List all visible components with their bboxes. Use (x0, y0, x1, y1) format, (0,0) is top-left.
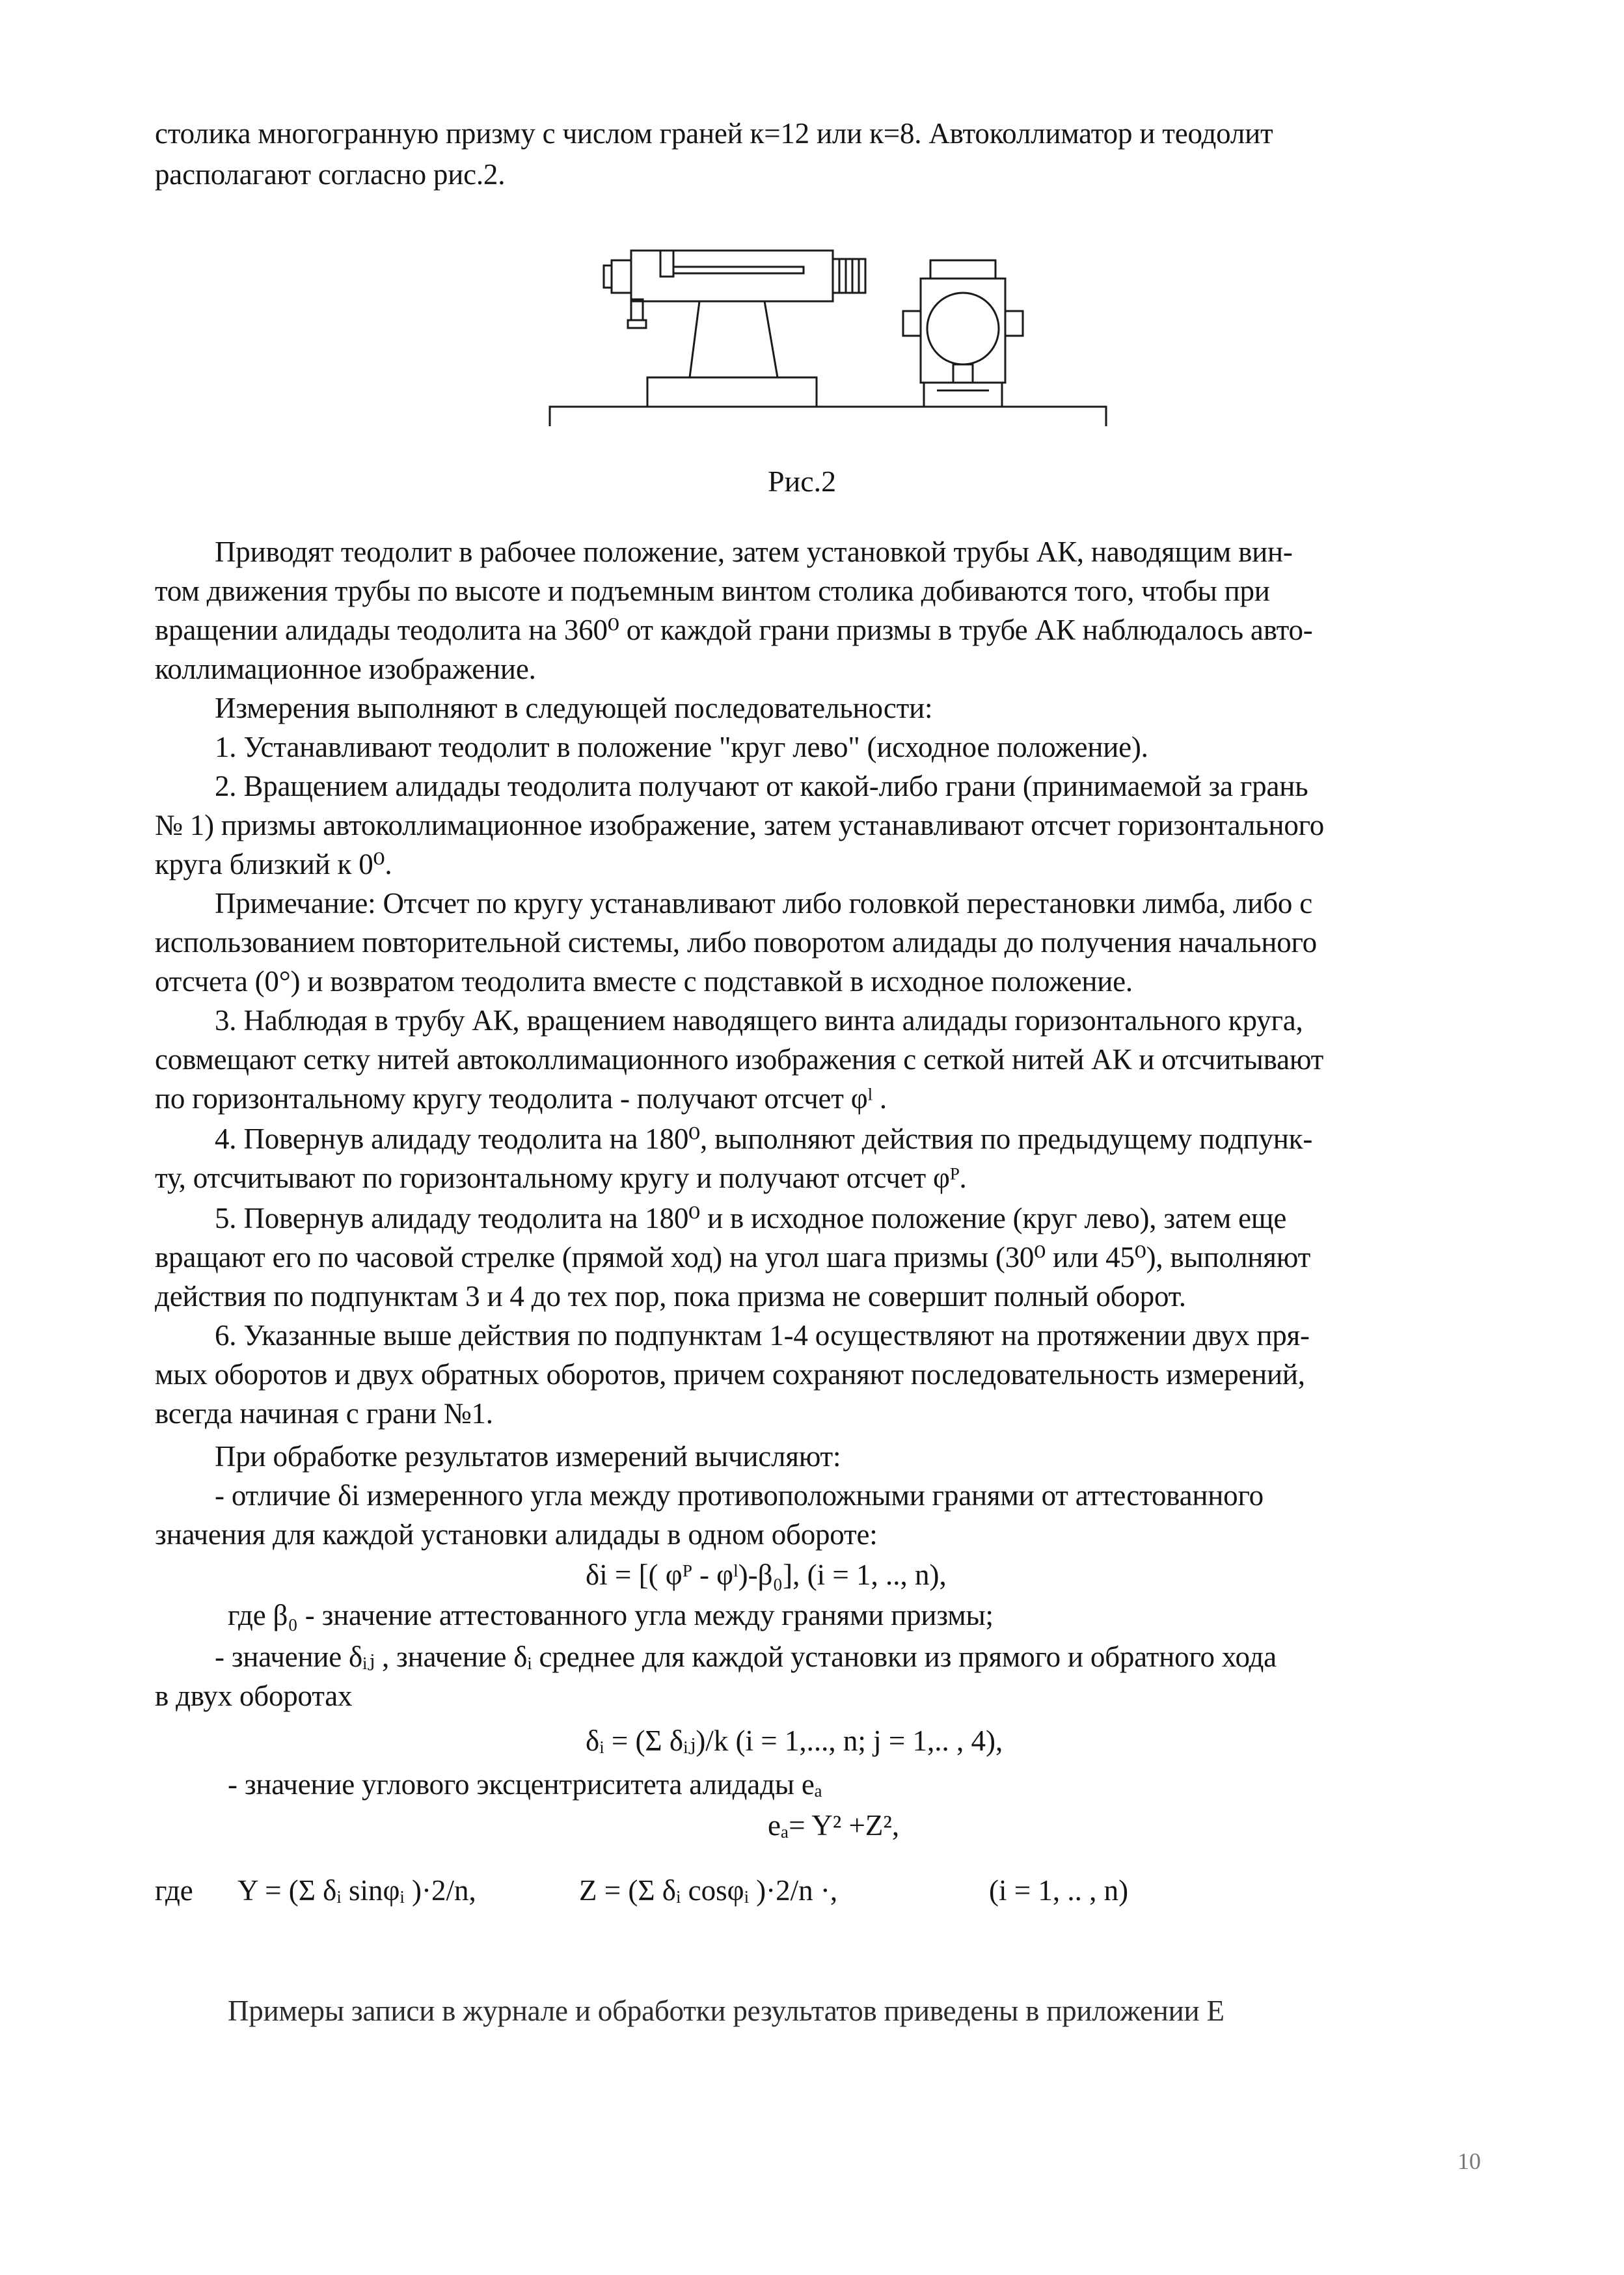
step-6-line-2: мых оборотов и двух обратных оборотов, причем сохраняют последовательность измерений, (155, 1358, 1305, 1391)
note-line-1: Примечание: Отсчет по кругу устанавливают либо головкой перестановки лимба, либо с (215, 887, 1313, 920)
intro-line-2: располагают согласно рис.2. (155, 158, 506, 191)
step-2-line-1: 2. Вращением алидады теодолита получают от какой-либо грани (принимаемой за грань (215, 770, 1308, 802)
note-line-2: использованием повторительной системы, либо поворотом алидады до получения начального (155, 926, 1317, 959)
para1-line-1: Приводят теодолит в рабочее положение, затем установкой трубы АК, наводящим вин- (215, 536, 1293, 568)
base-table-line (550, 407, 1106, 426)
footer-note: Примеры записи в журнале и обработки результатов приведены в приложении Е (228, 1995, 1225, 2027)
formula-z: Z = (Σ δᵢ cosφᵢ )·2/n ·, (579, 1874, 838, 1907)
autocollimator-drawing (604, 251, 865, 407)
formula-y: Y = (Σ δᵢ sinφᵢ )·2/n, (237, 1874, 476, 1907)
step-5-line-3: действия по подпунктам 3 и 4 до тех пор, пока призма не совершит полный оборот. (155, 1280, 1186, 1313)
note-line-3: отсчета (0°) и возвратом теодолита вместе с подставкой в исходное положение. (155, 965, 1133, 998)
formula-range: (i = 1, .. , n) (989, 1874, 1129, 1907)
figure-caption: Рис.2 (768, 465, 837, 498)
figure-autocollimator-theodolite (534, 234, 1119, 436)
formula-delta-i: δi = [( φᴾ - φˡ)-β₀], (i = 1, .., n), (586, 1559, 947, 1591)
step-5-line-1: 5. Повернув алидаду теодолита на 180⁰ и в исходное положение (круг лево), затем еще (215, 1202, 1287, 1234)
beta-definition: где β₀ - значение аттестованного угла между гранями призмы; (228, 1599, 994, 1631)
where-label: где (155, 1874, 193, 1907)
step-3-line-1: 3. Наблюдая в трубу АК, вращением наводящего винта алидады горизонтального круга, (215, 1004, 1303, 1037)
eccentricity-line: - значение углового эксцентриситета алидады eₐ (228, 1768, 822, 1801)
step-6-line-3: всегда начиная с грани №1. (155, 1397, 493, 1430)
step-4-line-1: 4. Повернув алидаду теодолита на 180⁰, выполняют действия по предыдущему подпунк- (215, 1123, 1313, 1155)
para1-line-4: коллимационное изображение. (155, 653, 536, 685)
step-6-line-1: 6. Указанные выше действия по подпунктам 1-4 осуществляют на протяжении двух пря- (215, 1319, 1310, 1352)
diff-line-2: значения для каждой установки алидады в одном обороте: (155, 1518, 878, 1551)
diff-line-1: - отличие δi измеренного угла между противоположными гранями от аттестованного (215, 1479, 1264, 1512)
step-3-line-3: по горизонтальному кругу теодолита - получают отсчет φˡ . (155, 1082, 887, 1115)
step-5-line-2: вращают его по часовой стрелке (прямой ход) на угол шага призмы (30⁰ или 45⁰), выполняют (155, 1241, 1311, 1274)
formula-delta-mean: δᵢ = (Σ δᵢⱼ)/k (i = 1,..., n; j = 1,.. , 4), (586, 1724, 1003, 1757)
mean-line-2: в двух оборотах (155, 1680, 353, 1712)
para1-line-2: том движения трубы по высоте и подъемным винтом столика добиваются того, чтобы при (155, 575, 1270, 607)
mean-line-1: - значение δᵢⱼ , значение δᵢ среднее для каждой установки из прямого и обратного хода (215, 1641, 1277, 1673)
measure-intro: Измерения выполняют в следующей последовательности: (215, 692, 933, 724)
step-3-line-2: совмещают сетку нитей автоколлимационного изображения с сеткой нитей АК и отсчитывают (155, 1043, 1324, 1076)
step-2-line-2: № 1) призмы автоколлимационное изображение, затем устанавливают отсчет горизонтального (155, 809, 1325, 841)
para1-line-3: вращении алидады теодолита на 360⁰ от каждой грани призмы в трубе АК наблюдалось авто- (155, 614, 1313, 646)
step-1: 1. Устанавливают теодолит в положение "круг лево" (исходное положение). (215, 731, 1148, 763)
step-2-line-3: круга близкий к 0⁰. (155, 848, 392, 880)
processing-intro: При обработке результатов измерений вычисляют: (215, 1440, 841, 1473)
intro-line-1: столика многогранную призму с числом граней к=12 или к=8. Автоколлиматор и теодолит (155, 117, 1273, 150)
page-number: 10 (1457, 2148, 1481, 2174)
theodolite-drawing (903, 260, 1023, 407)
step-4-line-2: ту, отсчитывают по горизонтальному кругу и получают отсчет φᴾ. (155, 1162, 967, 1194)
formula-eccentricity: eₐ= Y² +Z², (768, 1809, 900, 1842)
